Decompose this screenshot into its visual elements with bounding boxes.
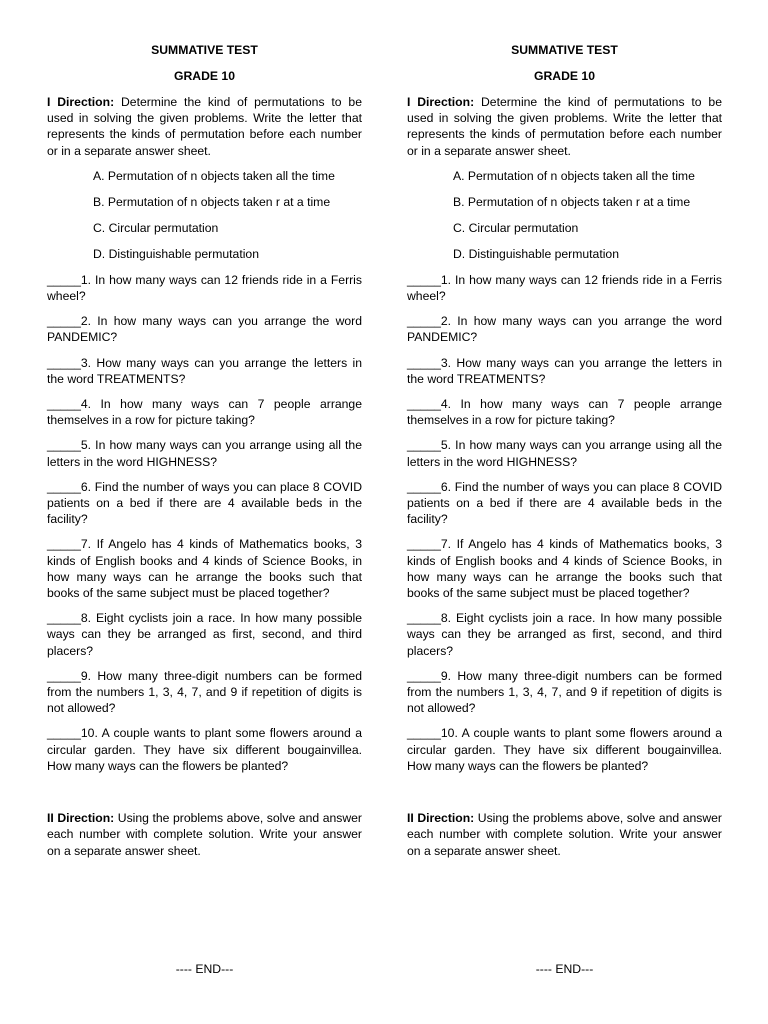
option-b: B. Permutation of n objects taken r at a time bbox=[93, 194, 331, 209]
question-5: _____5. In how many ways can you arrange using all the letters in the word HIGHNESS? bbox=[407, 438, 722, 469]
question-6: _____6. Find the number of ways you can place 8 COVID patients on a bed if there are 4 available beds in the facility? bbox=[407, 479, 722, 527]
direction-2-text: Using the problems above, solve and answer each number with complete solution. Write your answer on a separate answer sheet. bbox=[47, 811, 362, 858]
question-5: _____5. In how many ways can you arrange using all the letters in the word HIGHNESS? bbox=[47, 438, 362, 469]
question-1: _____1. In how many ways can 12 friends ride in a Ferris wheel? bbox=[407, 272, 722, 304]
direction-1-text: Determine the kind of permutations to be used in solving the given problems. Write the letter that represents the kinds of permutation before each number or in a separate answer sheet. bbox=[407, 95, 722, 158]
question-8: _____8. Eight cyclists join a race. In how many possible ways can they be arranged as first, second, and third placers? bbox=[47, 611, 362, 658]
question-9: _____9. How many three-digit numbers can be formed from the numbers 1, 3, 4, 7, and 9 if repetition of digits is not allowed? bbox=[47, 668, 362, 716]
question-10: _____10. A couple wants to plant some flowers around a circular garden. They have six different bougainvillea. How many ways can the flowers be planted? bbox=[47, 726, 362, 773]
options-list bbox=[47, 168, 362, 272]
grade-label: GRADE 10 bbox=[174, 69, 235, 83]
test-copy-left bbox=[47, 42, 362, 859]
option-d: D. Distinguishable permutation bbox=[453, 246, 619, 261]
option-a: A. Permutation of n objects taken all the time bbox=[93, 168, 335, 183]
question-4: _____4. In how many ways can 7 people arrange themselves in a row for picture taking? bbox=[47, 397, 362, 428]
question-1: _____1. In how many ways can 12 friends ride in a Ferris wheel? bbox=[47, 272, 362, 304]
question-7: _____7. If Angelo has 4 kinds of Mathematics books, 3 kinds of English books and 4 kinds of Science Books, in how many ways can he arrange the books such that books of the same subject must be placed together? bbox=[47, 537, 362, 601]
end-marker-left: ---- END--- bbox=[175, 962, 234, 976]
direction-2-text: Using the problems above, solve and answer each number with complete solution. Write your answer on a separate answer sheet. bbox=[407, 811, 722, 858]
question-10: _____10. A couple wants to plant some flowers around a circular garden. They have six different bougainvillea. How many ways can the flowers be planted? bbox=[407, 726, 722, 773]
direction-2-label: II Direction: bbox=[47, 811, 115, 826]
option-c: C. Circular permutation bbox=[453, 220, 579, 235]
test-title: SUMMATIVE TEST bbox=[151, 43, 258, 57]
questions-list bbox=[47, 272, 362, 774]
option-c: C. Circular permutation bbox=[93, 220, 219, 235]
direction-2 bbox=[47, 810, 362, 859]
question-6: _____6. Find the number of ways you can place 8 COVID patients on a bed if there are 4 available beds in the facility? bbox=[47, 479, 362, 527]
direction-2 bbox=[407, 810, 722, 859]
question-3: _____3. How many ways can you arrange the letters in the word TREATMENTS? bbox=[407, 355, 722, 386]
direction-1 bbox=[407, 94, 722, 159]
end-marker-right: ---- END--- bbox=[535, 962, 594, 976]
option-d: D. Distinguishable permutation bbox=[93, 246, 259, 261]
question-8: _____8. Eight cyclists join a race. In how many possible ways can they be arranged as first, second, and third placers? bbox=[407, 611, 722, 658]
direction-1 bbox=[47, 94, 362, 159]
question-2: _____2. In how many ways can you arrange the word PANDEMIC? bbox=[407, 314, 722, 345]
question-7: _____7. If Angelo has 4 kinds of Mathematics books, 3 kinds of English books and 4 kinds of Science Books, in how many ways can he arrange the books such that books of the same subject must be placed together? bbox=[407, 537, 722, 601]
test-copy-right bbox=[407, 42, 722, 859]
question-3: _____3. How many ways can you arrange the letters in the word TREATMENTS? bbox=[47, 355, 362, 386]
option-b: B. Permutation of n objects taken r at a time bbox=[453, 194, 691, 209]
test-title: SUMMATIVE TEST bbox=[511, 43, 618, 57]
direction-1-label: I Direction: bbox=[47, 95, 115, 109]
direction-2-label: II Direction: bbox=[407, 811, 475, 826]
direction-1-label: I Direction: bbox=[407, 95, 475, 109]
questions-list bbox=[407, 272, 722, 774]
question-4: _____4. In how many ways can 7 people arrange themselves in a row for picture taking? bbox=[407, 397, 722, 428]
direction-1-text: Determine the kind of permutations to be used in solving the given problems. Write the letter that represents the kinds of permutation before each number or in a separate answer sheet. bbox=[47, 95, 362, 158]
question-9: _____9. How many three-digit numbers can be formed from the numbers 1, 3, 4, 7, and 9 if repetition of digits is not allowed? bbox=[407, 668, 722, 716]
option-a: A. Permutation of n objects taken all the time bbox=[453, 168, 695, 183]
question-2: _____2. In how many ways can you arrange the word PANDEMIC? bbox=[47, 314, 362, 345]
options-list bbox=[407, 168, 722, 272]
grade-label: GRADE 10 bbox=[534, 69, 595, 83]
